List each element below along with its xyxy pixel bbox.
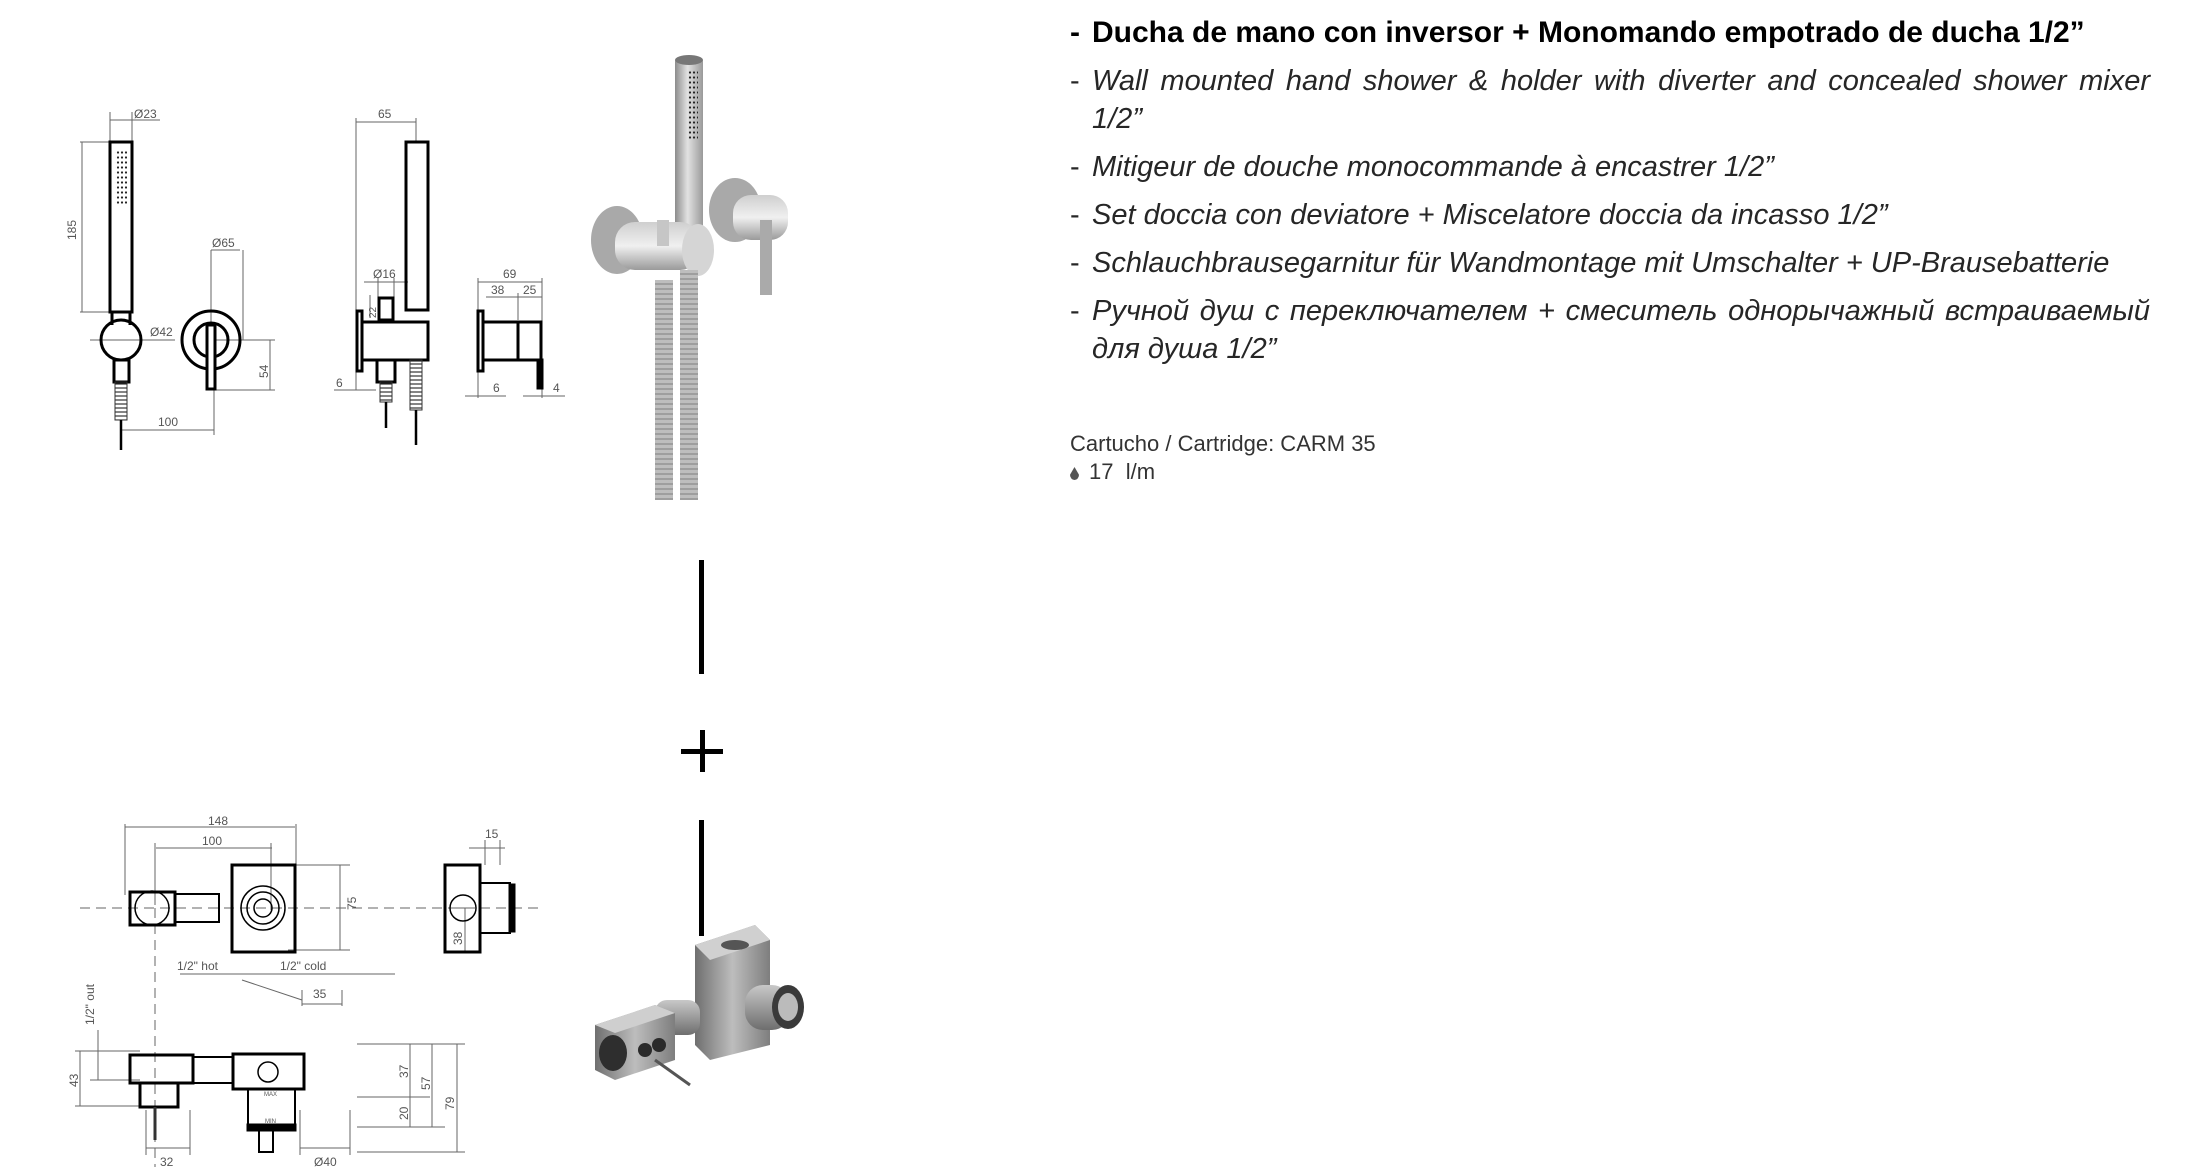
dim-outlet-height: 22	[368, 306, 379, 318]
product-specs	[1070, 430, 1376, 486]
dim-side-width: 15	[485, 827, 499, 841]
hand-shower-product-image	[580, 40, 840, 520]
description-de: - Schlauchbrausegarnitur für Wandmontage mit Umschalter + UP-Brausebatterie	[1070, 247, 2110, 279]
dim-mixer-handle: 25	[523, 283, 537, 297]
cartridge-info: Cartucho / Cartridge: CARM 35	[1070, 431, 1376, 456]
dim-depth: 65	[378, 107, 392, 121]
dim-center: 100	[202, 834, 223, 848]
dim-mixer-plate: 6	[493, 381, 500, 395]
dim-outlet-diameter: Ø16	[373, 267, 396, 281]
bullet-dash: -	[1070, 16, 1080, 49]
dim-shower-diameter: Ø23	[134, 107, 157, 121]
label-hot-inlet: 1/2" hot	[177, 959, 218, 973]
side-view-drawing	[320, 90, 580, 460]
dim-mixer-lever: 4	[553, 381, 560, 395]
description-it: - Set doccia con deviatore + Miscelatore doccia da incasso 1/2”	[1070, 199, 1888, 231]
dim-mixer-total: 69	[503, 267, 517, 281]
label-cold-inlet: 1/2" cold	[280, 959, 327, 973]
label-outlet: 1/2" out	[83, 984, 97, 1025]
dim-mixer-offset: 54	[257, 364, 271, 378]
dim-79: 79	[443, 1096, 457, 1110]
dim-height: 75	[345, 896, 359, 910]
flow-rate	[1070, 458, 1376, 486]
dim-outlet-height: 43	[67, 1073, 81, 1087]
dim-side-offset: 38	[451, 931, 465, 945]
dim-57: 57	[419, 1076, 433, 1090]
water-drop-icon	[1070, 467, 1079, 480]
dim-diameter: Ø40	[314, 1155, 337, 1167]
product-title: - Ducha de mano con inversor + Monomando empotrado de ducha 1/2”	[1070, 14, 2150, 52]
label-max: MAX	[264, 1092, 278, 1098]
dim-20: 20	[397, 1106, 411, 1120]
description-ru: - Ручной душ с переключателем + смеситель однорычажный встраиваемый для душа 1/2”	[1070, 295, 2150, 365]
label-min: MIN	[265, 1119, 276, 1125]
concealed-body-drawing	[60, 810, 550, 1167]
dim-plate: 6	[336, 376, 343, 390]
hand-shower-front-drawing	[60, 90, 280, 460]
product-description	[1070, 14, 2150, 378]
dim-37: 37	[397, 1064, 411, 1078]
dim-inlet-spacing: 35	[313, 987, 327, 1001]
dim-shower-height: 185	[65, 219, 79, 240]
dim-mixer-body: 38	[491, 283, 505, 297]
dim-holder-diameter: Ø42	[150, 325, 173, 339]
plus-icon	[681, 730, 723, 772]
flow-value: 17	[1089, 459, 1114, 484]
flow-unit: l/m	[1125, 459, 1156, 484]
concealed-body-product-image	[575, 905, 835, 1145]
dim-total-width: 148	[208, 814, 229, 828]
dim-outlet-width: 32	[160, 1155, 174, 1167]
dim-mixer-diameter: Ø65	[212, 236, 235, 250]
separator-line-top	[699, 560, 704, 674]
description-en: - Wall mounted hand shower & holder with diverter and concealed shower mixer 1/2”	[1070, 65, 2150, 135]
dim-spacing: 100	[158, 415, 179, 429]
description-fr: - Mitigeur de douche monocommande à encastrer 1/2”	[1070, 151, 1774, 183]
